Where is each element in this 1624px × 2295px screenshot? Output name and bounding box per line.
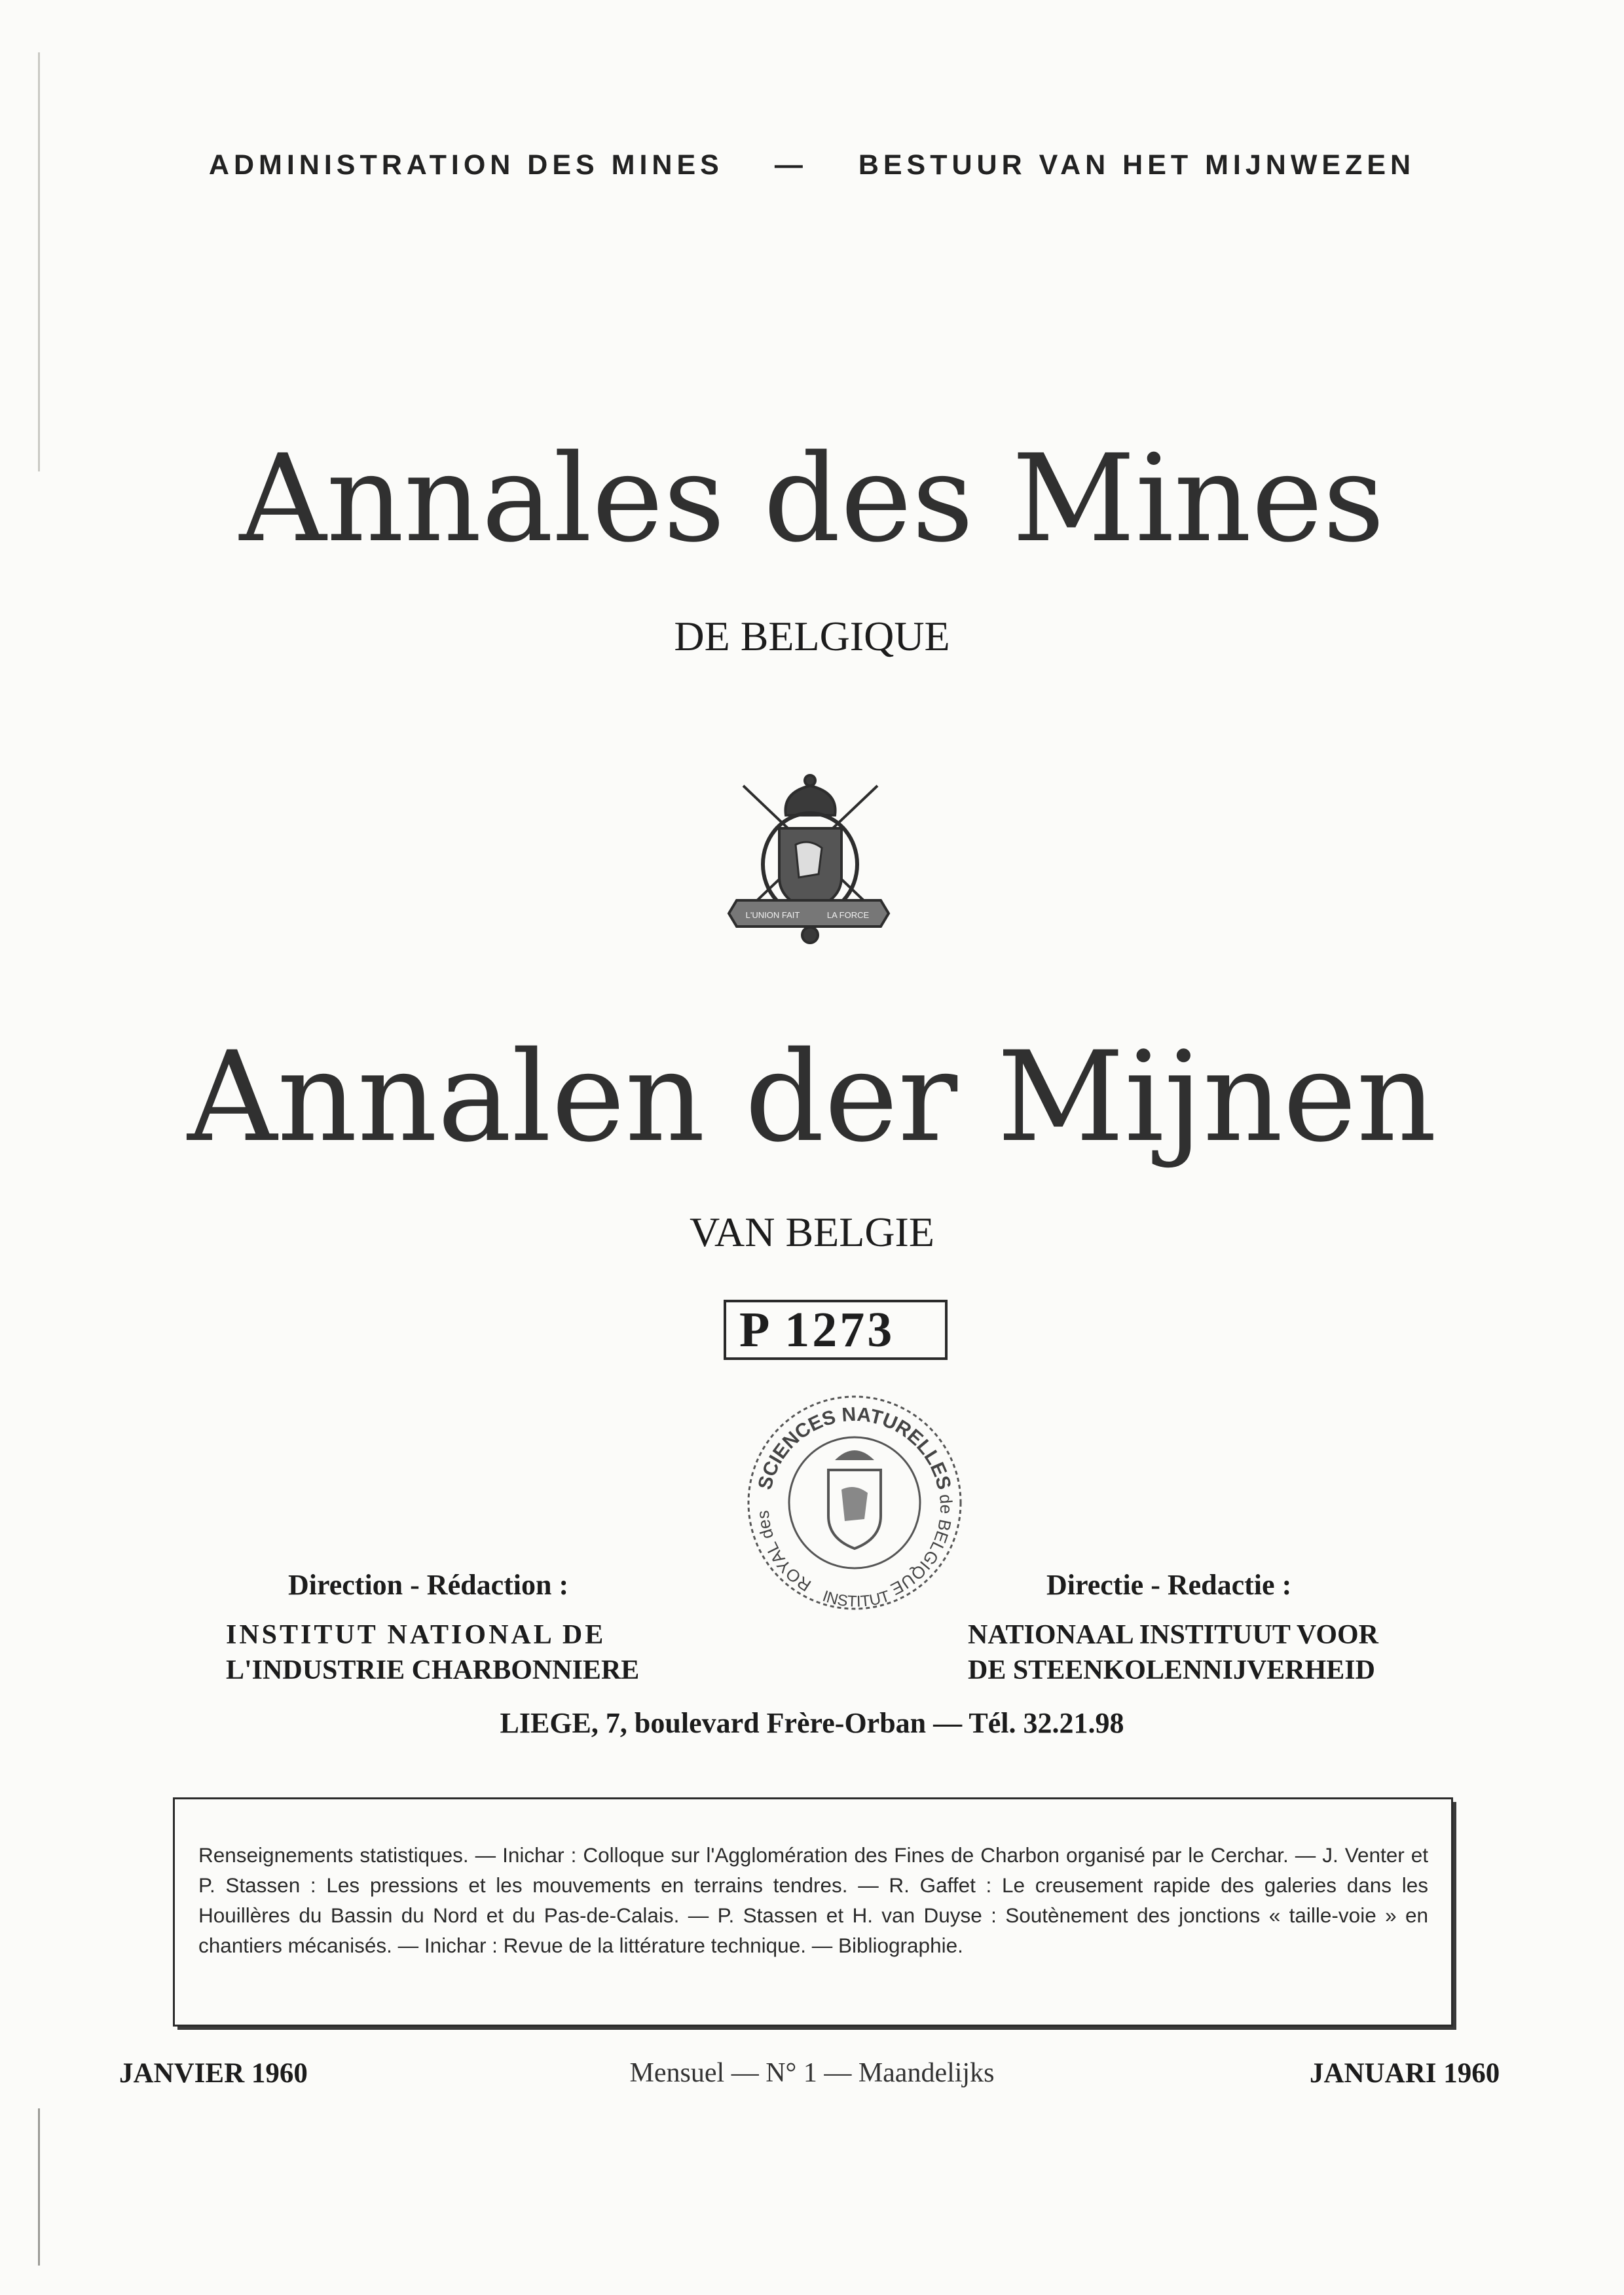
library-seal-icon bbox=[737, 1385, 972, 1621]
seal-text-right: de BELGIQUE bbox=[887, 1493, 957, 1600]
title-french: Annales des Mines bbox=[239, 429, 1385, 569]
institute-fr-line1: INSTITUT NATIONAL DE bbox=[226, 1620, 606, 1650]
seal-text-bottom: INSTITUT bbox=[820, 1587, 893, 1611]
address-line: LIEGE, 7, boulevard Frère-Orban — Tél. 32.21.98 bbox=[500, 1707, 1124, 1739]
institute-nl-line1: NATIONAAL INSTITUUT VOOR bbox=[968, 1620, 1378, 1650]
institute-nl bbox=[968, 1617, 1466, 1688]
institute-fr bbox=[226, 1617, 684, 1688]
header-separator: — bbox=[774, 149, 807, 181]
direction-nl-block bbox=[1046, 1568, 1439, 1602]
direction-fr-heading: Direction - Rédaction : bbox=[288, 1569, 569, 1601]
subtitle-dutch: VAN BELGIE bbox=[690, 1209, 934, 1255]
contents-box bbox=[173, 1797, 1453, 2027]
registration-stamp: P 1273 bbox=[724, 1300, 948, 1360]
seal-text-left: ROYAL des bbox=[752, 1509, 815, 1596]
page-edge-mark bbox=[38, 52, 40, 471]
svg-text:de BELGIQUE bbox=[887, 1494, 956, 1600]
belgian-coat-of-arms-icon bbox=[717, 766, 904, 949]
svg-text:INSTITUT bbox=[821, 1587, 893, 1611]
footer-issue: Mensuel — N° 1 — Maandelijks bbox=[629, 2058, 995, 2088]
motto-left: L'UNION FAIT bbox=[745, 910, 800, 920]
motto-right: LA FORCE bbox=[826, 910, 870, 920]
contents-text: Renseignements statistiques. — Inichar : Colloque sur l'Agglomération des Fines de Charbon organisé par le Cerchar. — J. Venter et P. Stassen : Les pressions et les mouvements en terrains tendres. — R. Gaffet : Le creusement rapide des galeries dans les Houillères du Bassin du Nord et du Pas-de-Calais. — P. Stassen et H. van Duyse : Soutènement des jonctions « taille-voie » en chantiers mécanisés. — Inichar : Revue de la littérature technique. — Bibliographie. bbox=[198, 1843, 1428, 1957]
footer-date-fr: JANVIER 1960 bbox=[119, 2058, 308, 2089]
page-edge-mark bbox=[38, 2108, 40, 2266]
svg-text:ROYAL des bbox=[753, 1510, 815, 1596]
title-dutch: Annalen der Mijnen bbox=[187, 1025, 1437, 1169]
seal-text-top: SCIENCES NATURELLES bbox=[754, 1403, 955, 1492]
svg-text:SCIENCES NATURELLES bbox=[754, 1404, 955, 1492]
administration-header bbox=[0, 149, 1624, 181]
institute-nl-line2: DE STEENKOLENNIJVERHEID bbox=[968, 1655, 1375, 1685]
footer-date-nl: JANUARI 1960 bbox=[1310, 2058, 1500, 2089]
direction-nl-heading: Directie - Redactie : bbox=[1046, 1569, 1292, 1601]
administration-fr: ADMINISTRATION DES MINES bbox=[208, 149, 724, 181]
institute-fr-line2: L'INDUSTRIE CHARBONNIERE bbox=[226, 1655, 640, 1685]
administration-nl: BESTUUR VAN HET MIJNWEZEN bbox=[858, 149, 1416, 181]
subtitle-french: DE BELGIQUE bbox=[674, 613, 950, 659]
direction-fr-block bbox=[288, 1568, 707, 1602]
